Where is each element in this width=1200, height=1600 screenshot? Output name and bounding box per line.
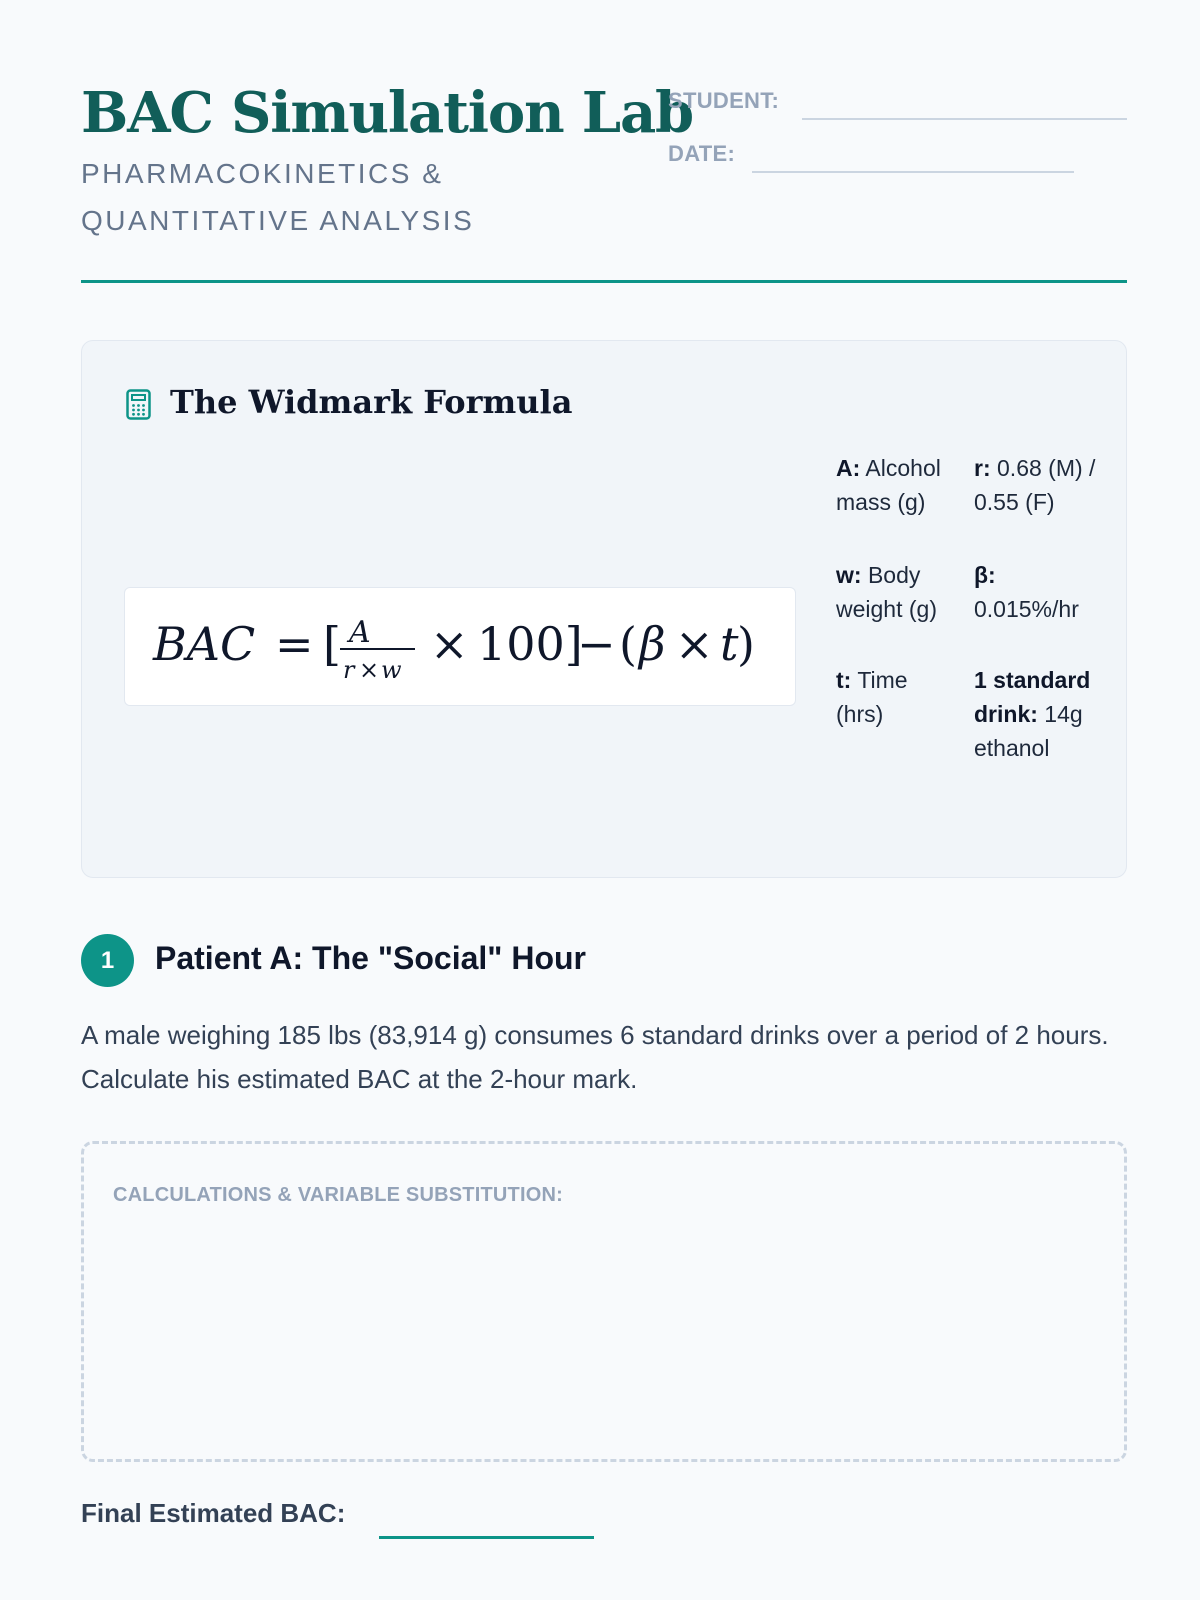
svg-text:w: w bbox=[381, 656, 402, 684]
legend-item-t bbox=[836, 663, 944, 731]
svg-text:[: [ bbox=[323, 617, 341, 671]
svg-text:β: β bbox=[639, 617, 666, 671]
legend-key-a: A: bbox=[836, 455, 861, 481]
date-field[interactable] bbox=[752, 171, 1074, 173]
svg-text:×: × bbox=[675, 617, 714, 671]
legend-key-standard-drink: 1 standard drink: bbox=[974, 667, 1091, 727]
svg-text:−: − bbox=[577, 617, 616, 671]
legend-key-r: r: bbox=[974, 455, 991, 481]
legend-item-r bbox=[974, 451, 1096, 519]
final-bac-label: Final Estimated BAC: bbox=[81, 1498, 346, 1528]
svg-text:×: × bbox=[430, 617, 469, 671]
svg-text:A: A bbox=[349, 615, 371, 650]
calculator-icon bbox=[126, 389, 151, 420]
calculations-label: CALCULATIONS & VARIABLE SUBSTITUTION: bbox=[113, 1184, 563, 1206]
page-title: BAC Simulation Lab bbox=[81, 80, 694, 146]
legend-desc-r: 0.68 (M) / 0.55 (F) bbox=[974, 455, 1096, 515]
legend-key-beta: β: bbox=[974, 562, 996, 588]
svg-text:BAC: BAC bbox=[153, 617, 256, 671]
svg-text:=: = bbox=[275, 617, 314, 671]
svg-text:×: × bbox=[359, 656, 380, 684]
svg-text:100]: 100] bbox=[477, 617, 583, 671]
widmark-equation bbox=[125, 588, 797, 707]
legend-item-w bbox=[836, 558, 944, 626]
legend-desc-t: Time (hrs) bbox=[836, 667, 908, 727]
problem-statement: A male weighing 185 lbs (83,914 g) consumes 6 standard drinks over a period of 2 hours. Calculate his estimated BAC at the 2-hour mark. bbox=[81, 1020, 1109, 1094]
final-bac-answer-field[interactable] bbox=[379, 1536, 594, 1539]
legend-desc-beta: 0.015%/hr bbox=[974, 596, 1079, 622]
legend-key-w: w: bbox=[836, 562, 862, 588]
step-number-badge: 1 bbox=[81, 934, 134, 987]
legend-item-beta bbox=[974, 558, 1096, 626]
date-label: DATE: bbox=[668, 141, 736, 166]
svg-text:): ) bbox=[737, 617, 755, 671]
calculations-area[interactable] bbox=[81, 1141, 1127, 1462]
formula-display bbox=[124, 587, 796, 706]
page-subtitle: PHARMACOKINETICS & QUANTITATIVE ANALYSIS bbox=[81, 158, 475, 236]
svg-text:r: r bbox=[343, 656, 355, 684]
legend-desc-a: Alcohol mass (g) bbox=[836, 455, 941, 515]
formula-title: The Widmark Formula bbox=[170, 383, 573, 421]
student-label: STUDENT: bbox=[668, 88, 780, 113]
legend-item-a bbox=[836, 451, 944, 519]
header-divider bbox=[81, 280, 1127, 283]
svg-text:t: t bbox=[720, 617, 739, 671]
legend-desc-standard-drink: 14g ethanol bbox=[974, 701, 1083, 761]
student-name-field[interactable] bbox=[802, 118, 1127, 120]
legend-desc-w: Body weight (g) bbox=[836, 562, 937, 622]
formula-card bbox=[81, 340, 1127, 878]
legend-key-t: t: bbox=[836, 667, 852, 693]
section-title: Patient A: The "Social" Hour bbox=[155, 940, 586, 976]
svg-text:(: ( bbox=[619, 617, 637, 671]
legend-item-standard-drink bbox=[974, 663, 1096, 765]
